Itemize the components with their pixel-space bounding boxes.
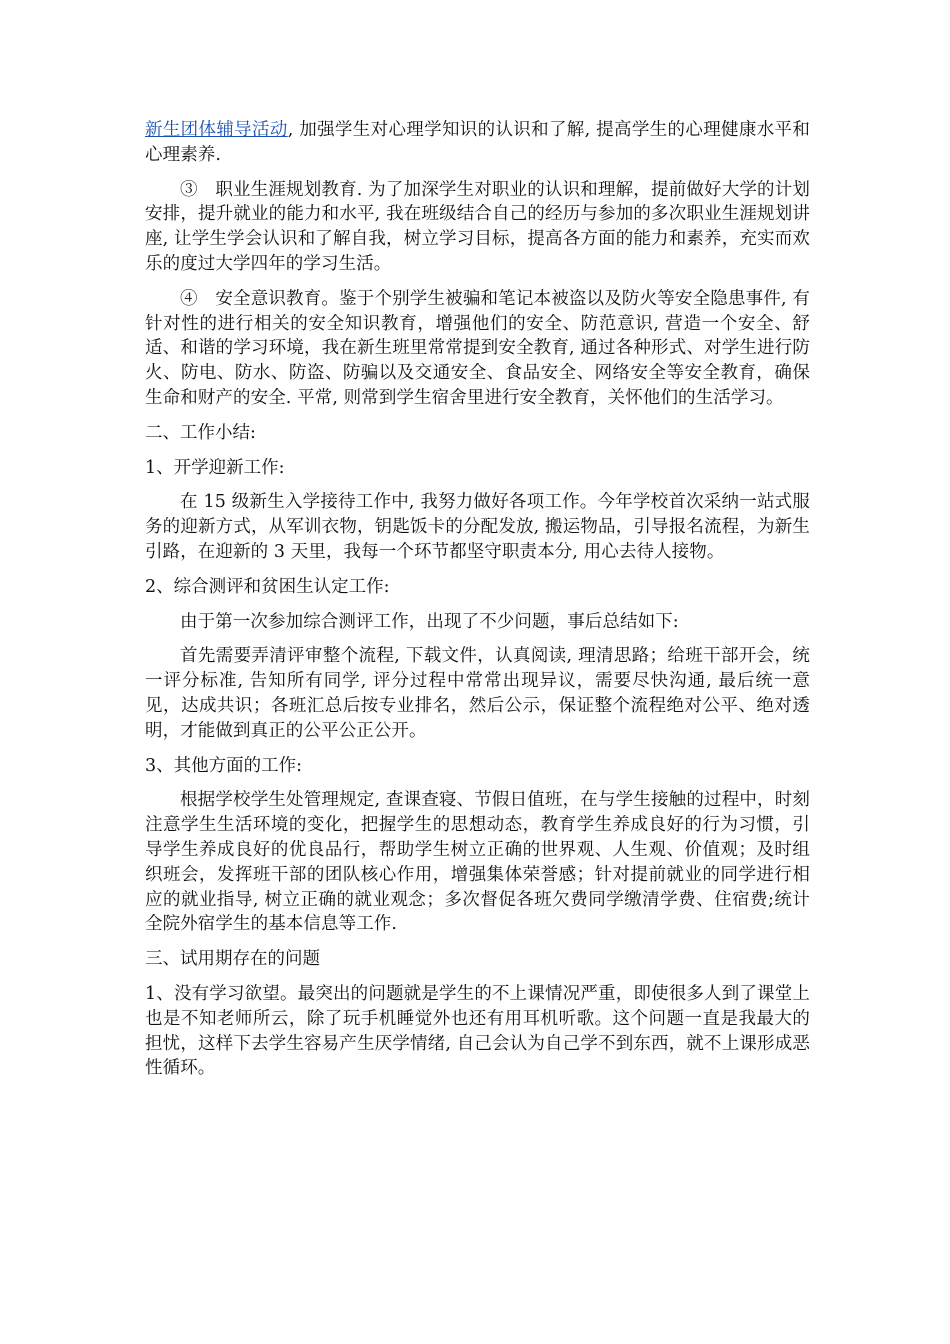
paragraph-counseling <box>145 118 810 168</box>
document-page <box>145 118 810 1091</box>
paragraph-evaluation-details: 首先需要弄清评审整个流程, 下载文件，认真阅读, 理清思路；给班干部开会，统一评分标准, 告知所有同学, 评分过程中常常出现异议，需要尽快沟通, 最后统一意见，达成共识；各班汇总后按专业排名，然后公示，保证整个流程绝对公平、绝对透明，才能做到真正的公平公正公开。 <box>145 646 810 741</box>
heading-probation-problems: 三、试用期存在的问题 <box>145 949 320 970</box>
group-counseling-link[interactable]: 新生团体辅导活动 <box>145 120 288 140</box>
paragraph-evaluation-intro: 由于第一次参加综合测评工作，出现了不少问题，事后总结如下: <box>180 611 679 632</box>
paragraph-other-work: 根据学校学生处管理规定, 查课查寝、节假日值班，在与学生接触的过程中，时刻注意学生生活环境的变化，把握学生的思想动态，教育学生养成良好的行为习惯，引导学生养成良好的优良品行，帮助学生树立正确的世界观、人生观、价值观；及时组织班会，发挥班干部的团队核心作用，增强集体荣誉感；针对提前就业的同学进行相应的就业指导, 树立正确的就业观念；多次督促各班欠费同学缴清学费、住宿费;统计全院外宿学生的基本信息等工作. <box>145 790 810 935</box>
paragraph-career-planning: ③ 职业生涯规划教育. 为了加深学生对职业的认识和理解，提前做好大学的计划安排，提升就业的能力和水平, 我在班级结合自己的经历与参加的多次职业生涯规划讲座, 让学生学会认识和了解自我，树立学习目标，提高各方面的能力和素养，充实而欢乐的度过大学四年的学习生活。 <box>145 179 810 274</box>
heading-work-summary: 二、工作小结: <box>145 422 256 443</box>
heading-other-work: 3、其他方面的工作: <box>145 755 303 776</box>
paragraph-counseling-text: , 加强学生对心理学知识的认识和了解, 提高学生的心理健康水平和心理素养. <box>145 120 810 165</box>
heading-orientation-work: 1、开学迎新工作: <box>145 457 285 478</box>
paragraph-problem-1: 1、没有学习欲望。最突出的问题就是学生的不上课情况严重，即使很多人到了课堂上也是不知老师所云，除了玩手机睡觉外也还有用耳机听歌。这个问题一直是我最大的担忧，这样下去学生容易产生厌学情绪, 自己会认为自己学不到东西，就不上课形成恶性循环。 <box>145 983 810 1079</box>
paragraph-safety-education: ④ 安全意识教育。鉴于个别学生被骗和笔记本被盗以及防火等安全隐患事件, 有针对性的进行相关的安全知识教育，增强他们的安全、防范意识, 营造一个安全、舒适、和谐的学习环境，我在新生班里常常提到安全教育, 通过各种形式、对学生进行防火、防电、防水、防盗、防骗以及交通安全、食品安全、网络安全等安全教育，确保生命和财产的安全. 平常, 则常到学生宿舍里进行安全教育，关怀他们的生活学习。 <box>145 288 810 408</box>
heading-evaluation-work: 2、综合测评和贫困生认定工作: <box>145 576 390 597</box>
paragraph-orientation: 在 15 级新生入学接待工作中, 我努力做好各项工作。今年学校首次采纳一站式服务的迎新方式，从军训衣物，钥匙饭卡的分配发放, 搬运物品，引导报名流程，为新生引路，在迎新的 3 天里，我每一个环节都坚守职责本分, 用心去待人接物。 <box>145 492 810 562</box>
